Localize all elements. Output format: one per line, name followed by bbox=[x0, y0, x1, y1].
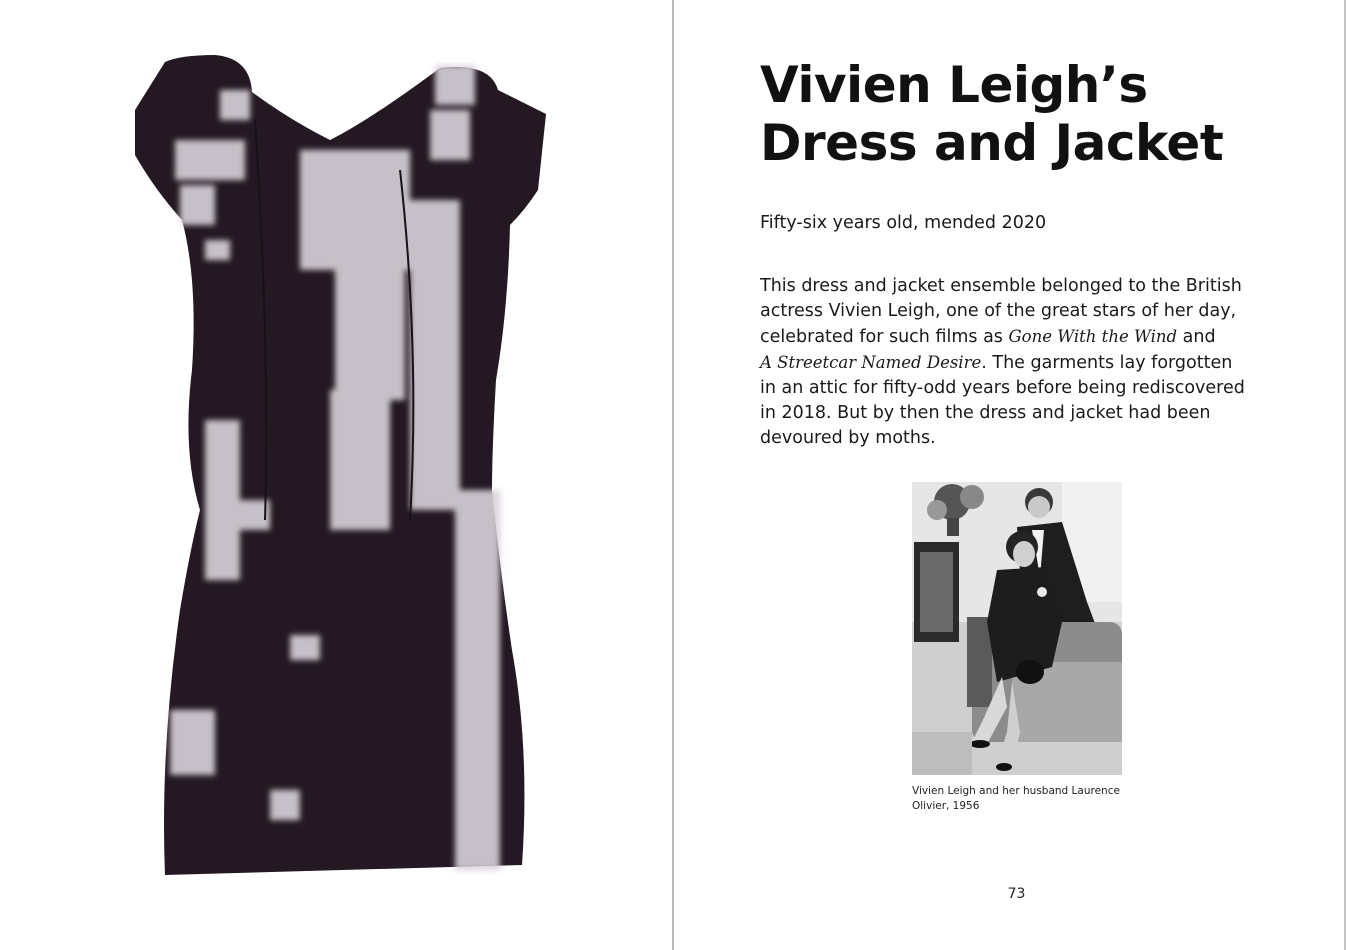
body-line bbox=[760, 350, 1240, 376]
body-line bbox=[760, 324, 1240, 350]
left-page bbox=[0, 0, 672, 950]
body-text: celebrated for such films as bbox=[760, 327, 1009, 347]
subtitle: Fifty-six years old, mended 2020 bbox=[760, 213, 1047, 233]
caption-line-1: Vivien Leigh and her husband Laurence bbox=[912, 785, 1120, 797]
mended-dress-photo bbox=[120, 50, 560, 890]
caption-line-2: Olivier, 1956 bbox=[912, 800, 980, 812]
body-line: in an attic for fifty-odd years before being rediscovered bbox=[760, 378, 1245, 398]
body-paragraph bbox=[760, 274, 1245, 451]
page-title bbox=[760, 56, 1223, 172]
page-number: 73 bbox=[1007, 886, 1026, 902]
film-title: Gone With the Wind bbox=[1008, 327, 1178, 346]
photo-caption bbox=[912, 784, 1132, 814]
title-line-1: Vivien Leigh’s bbox=[760, 56, 1148, 114]
body-line: This dress and jacket ensemble belonged to the British bbox=[760, 276, 1242, 296]
title-line-2: Dress and Jacket bbox=[760, 114, 1224, 172]
vivien-leigh-laurence-olivier-photo bbox=[912, 482, 1122, 775]
body-line: actress Vivien Leigh, one of the great stars of her day, bbox=[760, 301, 1237, 321]
right-page bbox=[674, 0, 1344, 950]
film-title: A Streetcar Named Desire bbox=[760, 353, 982, 372]
body-line: devoured by moths. bbox=[760, 428, 936, 448]
body-text: and bbox=[1177, 327, 1216, 347]
body-line: in 2018. But by then the dress and jacket had been bbox=[760, 403, 1211, 423]
body-text: . The garments lay forgotten bbox=[981, 353, 1233, 373]
